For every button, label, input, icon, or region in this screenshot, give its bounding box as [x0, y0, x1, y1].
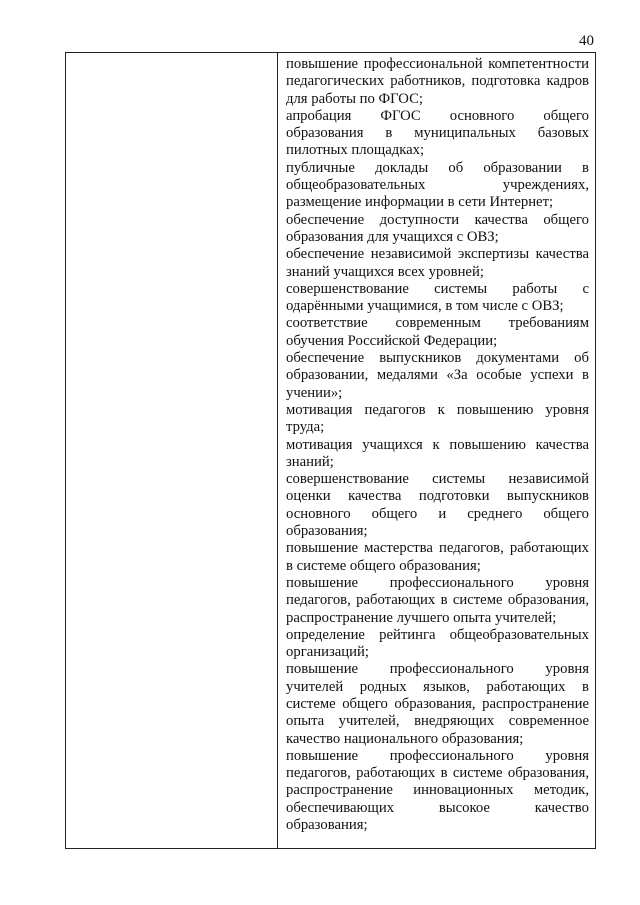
- list-item: публичные доклады об образовании в общеобразовательных учреждениях, размещение информации в сети Интернет;: [286, 159, 589, 211]
- list-item: определение рейтинга общеобразовательных организаций;: [286, 626, 589, 661]
- list-item: обеспечение выпускников документами об образовании, медалями «За особые успехи в учении»;: [286, 350, 589, 401]
- list-item: повышение мастерства педагогов, работающих в системе общего образования;: [286, 540, 589, 574]
- list-item: обеспечение доступности качества общего образования для учащихся с ОВЗ;: [286, 211, 589, 245]
- table-right-cell: [278, 53, 595, 848]
- list-item: мотивация учащихся к повышению качества знаний;: [286, 436, 589, 470]
- list-item: повышение профессионального уровня педагогов, работающих в системе образования, распространение лучшего опыта учителей;: [286, 574, 589, 626]
- document-table: [65, 52, 596, 849]
- list-item: повышение профессионального уровня учителей родных языков, работающих в системе общего образования, распространение опыта учителей, внедряющих современное качество национального образования;: [286, 661, 589, 747]
- page-number: 40: [579, 33, 594, 49]
- list-item: повышение профессионального уровня педагогов, работающих в системе образования, распространение инновационных методик, обеспечивающих высокое качество образования;: [286, 747, 589, 834]
- list-item: обеспечение независимой экспертизы качества знаний учащихся всех уровней;: [286, 246, 589, 280]
- list-item: апробация ФГОС основного общего образования в муниципальных базовых пилотных площадках;: [286, 107, 589, 159]
- list-item: совершенствование системы независимой оценки качества подготовки выпускников основного общего и среднего общего образования;: [286, 471, 589, 540]
- list-item: совершенствование системы работы с одарёнными учащимися, в том числе с ОВЗ;: [286, 280, 589, 315]
- list-item: мотивация педагогов к повышению уровня труда;: [286, 401, 589, 436]
- list-item: повышение профессиональной компетентности педагогических работников, подготовка кадров для работы по ФГОС;: [286, 56, 589, 107]
- table-left-cell: [66, 53, 278, 848]
- list-item: соответствие современным требованиям обучения Российской Федерации;: [286, 315, 589, 349]
